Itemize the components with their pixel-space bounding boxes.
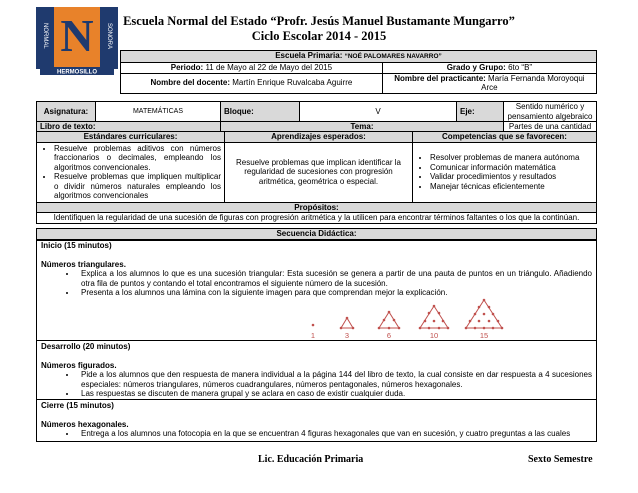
teacher-label: Nombre del docente: (150, 78, 231, 88)
dev-title: Desarrollo (20 minutos) (41, 342, 131, 351)
dev-item: • Las respuestas se discuten de manera grupal y se aclara en caso de existir cualquier duda. (77, 389, 592, 399)
triangular-label: 1 (310, 331, 316, 340)
competency-item: • Comunicar información matemática (430, 163, 593, 173)
triangular-label: 6 (386, 331, 392, 340)
triangular-label: 15 (479, 331, 489, 340)
purposes-text: Identifiquen la regularidad de una sucesión de figuras con progresión aritmética y la utilicen para encontrar términos faltantes o los que la continúan. (37, 213, 597, 224)
standard-item: • Resuelve problemas aditivos con números fraccionarios o decimales, empleando los algoritmos convencionales. (54, 144, 221, 173)
practitioner-value: María Fernanda Moroyoqui Arce (481, 73, 585, 92)
logo-left-text: NORMAL (42, 23, 48, 49)
period-label: Periodo: (170, 62, 204, 72)
block-value: V (300, 102, 457, 122)
subject-label: Asignatura: (37, 102, 96, 122)
start-section (36, 240, 597, 341)
standards-header: Estándares curriculares: (37, 132, 225, 143)
purposes-header: Propósitos: (37, 202, 597, 213)
teacher-value: Martín Enrique Ruvalcaba Aguirre (232, 78, 353, 88)
development-section (36, 340, 597, 400)
close-title: Cierre (15 minutos) (41, 401, 114, 410)
school-value: “NOÉ PALOMARES NAVARRO” (344, 53, 442, 60)
learning-text: Resuelve problemas que implican identificar la regularidad de sucesiones con progresión aritmética, geométrica o especial. (225, 142, 413, 202)
closing-section (36, 399, 597, 442)
competencies-header: Competencias que se favorecen: (413, 132, 597, 143)
period-value: 11 de Mayo al 22 de Mayo del 2015 (205, 62, 333, 72)
grade-label: Grado y Grupo: (446, 62, 506, 72)
grade-value: 6to “B” (508, 62, 533, 72)
triangular-numbers-figure (307, 294, 507, 340)
goals-table (36, 131, 597, 224)
start-item: • Explica a los alumnos lo que es una sucesión triangular: Esta sucesión se genera a partir de una pauta de puntos en un triángulo. Añadiendo otra fila de puntos y contando el total encontramos el siguiente número de la sucesión. (77, 269, 592, 288)
competency-item: • Resolver problemas de manera autónoma (430, 153, 593, 163)
school-label: Escuela Primaria: (275, 51, 343, 60)
logo-letter: N (60, 10, 94, 61)
practitioner-label: Nombre del practicante: (394, 73, 486, 83)
close-item: • Entrega a los alumnos una fotocopia en la que se encuentran 4 figuras hexagonales que van en sucesión, y cuatro preguntas a las cuales (77, 429, 592, 439)
close-subtitle: Números hexagonales. (41, 419, 129, 429)
start-item: • Presenta a los alumnos una lámina con la siguiente imagen para que comprendan mejor la explicación. (77, 288, 592, 298)
logo-bottom-text: HERMOSILLO (57, 69, 97, 76)
axis-label: Eje: (457, 102, 504, 122)
page-title: Escuela Normal del Estado “Profr. Jesús Manuel Bustamante Mungarro” (123, 14, 515, 28)
dev-item: • Pide a los alumnos que den respuesta de manera individual a la página 144 del libro de texto, la cual consiste en dar respuesta a 4 sucesiones especiales: números triangulares, números cuadrangulares, números pentagonales, números hexagonales. (77, 370, 592, 389)
info-table (120, 50, 597, 94)
logo-right-text: SONORA (106, 23, 112, 50)
learning-header: Aprendizajes esperados: (225, 132, 413, 143)
book-label: Libro de texto: (37, 122, 221, 133)
axis-value: Sentido numérico y pensamiento algebraico (504, 102, 597, 122)
triangular-label: 10 (429, 331, 439, 340)
footer-semester: Sexto Semestre (528, 454, 593, 465)
topic-label: Tema: (221, 122, 504, 133)
topic-value: Partes de una cantidad (504, 122, 597, 133)
plan-table (36, 101, 597, 133)
start-title: Inicio (15 minutos) (41, 241, 112, 250)
block-label: Bloque: (221, 102, 300, 122)
competency-item: • Manejar técnicas eficientemente (430, 182, 593, 192)
start-subtitle: Números triangulares. (41, 259, 126, 269)
subject-value: MATEMÁTICAS (96, 102, 221, 122)
school-cycle: Ciclo Escolar 2014 - 2015 (251, 29, 387, 43)
sequence-header: Secuencia Didáctica: (36, 228, 597, 240)
standard-item: • Resuelve problemas que impliquen multiplicar o dividir números naturales empleando los algoritmos convencionales (54, 172, 221, 201)
footer-program: Lic. Educación Primaria (258, 454, 364, 465)
competency-item: • Validar procedimientos y resultados (430, 172, 593, 182)
triangular-label: 3 (344, 331, 350, 340)
dev-subtitle: Números figurados. (41, 360, 117, 370)
